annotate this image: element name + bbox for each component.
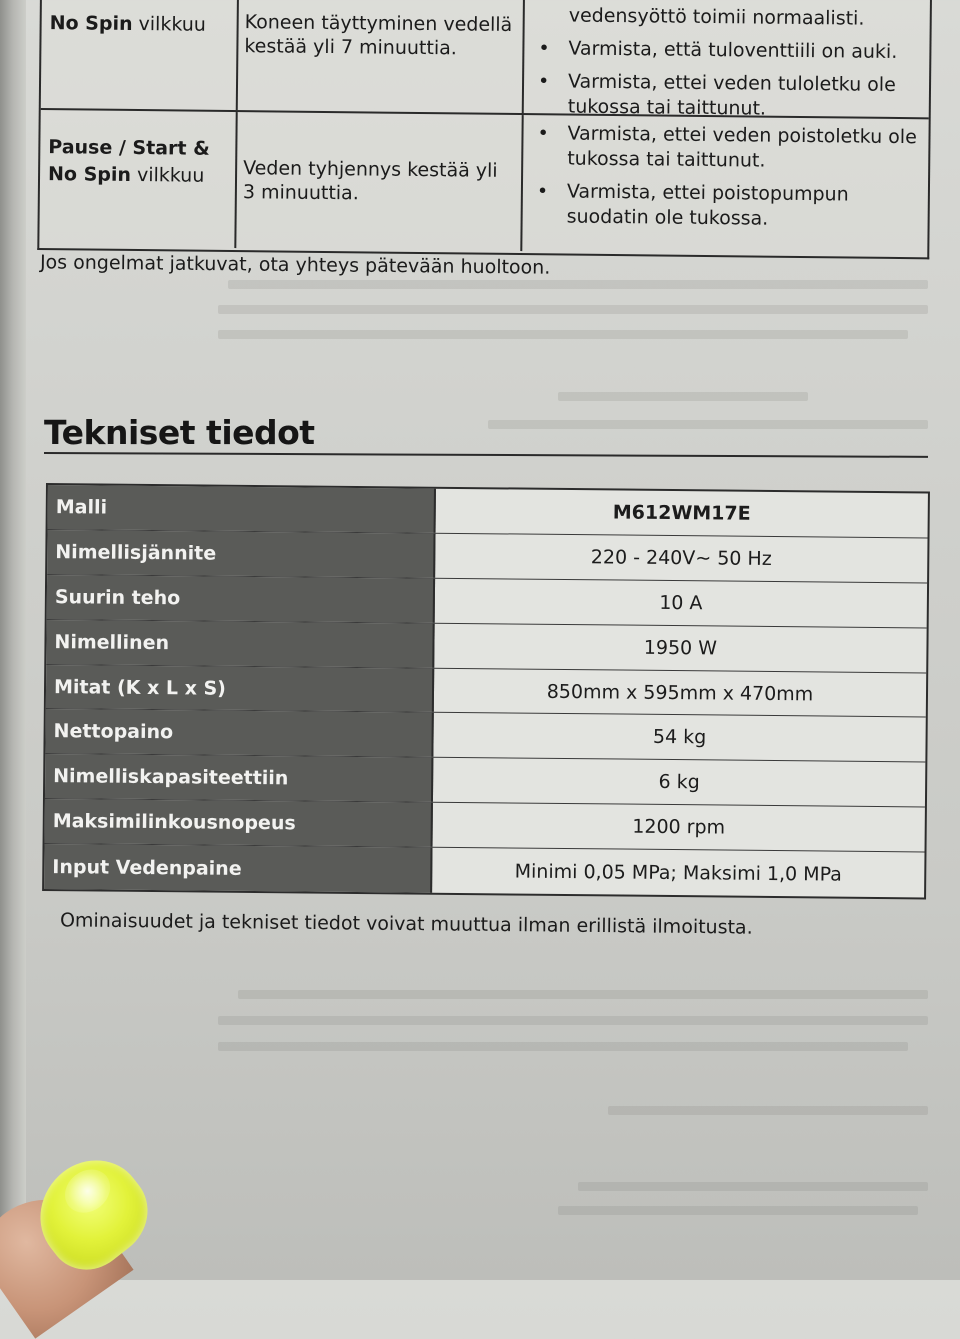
cause-text: Veden tyhjennys kestää yli 3 minuuttia. bbox=[242, 157, 498, 205]
spec-value: 54 kg bbox=[652, 726, 707, 749]
spec-label: Maksimilinkousnopeus bbox=[45, 799, 433, 847]
fault-suffix: vilkkuu bbox=[130, 163, 205, 187]
list-item: • Varmista, ettei veden poistoletku ole tukossa tai taittunut. bbox=[523, 121, 923, 175]
heading-divider bbox=[44, 452, 928, 458]
fault-label: Pause / Start & No Spin bbox=[47, 136, 210, 186]
bleed-through-text bbox=[608, 1106, 928, 1115]
spec-value: 1950 W bbox=[643, 636, 718, 660]
table-row bbox=[39, 110, 928, 255]
fault-suffix: vilkkuu bbox=[132, 12, 207, 36]
spec-label: Suurin teho bbox=[47, 575, 435, 623]
bleed-through-text bbox=[228, 280, 928, 289]
spec-value: 850mm x 595mm x 470mm bbox=[546, 680, 814, 705]
list-item: • Varmista, ettei poistopumpun suodatin ole tukossa. bbox=[523, 179, 923, 233]
bleed-through-text bbox=[558, 1206, 918, 1215]
bleed-through-text bbox=[238, 990, 928, 999]
list-item: • Varmista, ettei veden tuloletku ole tukossa tai taittunut. bbox=[524, 69, 924, 123]
bleed-through-text bbox=[578, 1182, 928, 1191]
list-item: vedensyöttö toimii normaalisti. bbox=[568, 4, 865, 30]
troubleshooting-table bbox=[37, 0, 932, 259]
spec-label: Malli bbox=[48, 485, 436, 533]
fault-cell bbox=[39, 110, 237, 248]
table-row bbox=[44, 844, 924, 897]
table-row bbox=[41, 0, 930, 119]
spec-value: 220 - 240V~ 50 Hz bbox=[590, 546, 772, 570]
spec-label: Input Vedenpaine bbox=[44, 844, 432, 893]
cause-cell bbox=[236, 112, 523, 251]
spec-label: Mitat (K x L x S) bbox=[46, 665, 434, 713]
spec-value: 6 kg bbox=[658, 771, 700, 794]
bleed-through-text bbox=[218, 330, 908, 339]
fault-label: No Spin bbox=[49, 12, 133, 35]
spec-value: Minimi 0,05 MPa; Maksimi 1,0 MPa bbox=[514, 860, 842, 886]
manual-page bbox=[18, 0, 960, 1280]
solution-cell bbox=[524, 0, 930, 120]
fault-cell bbox=[41, 0, 239, 110]
spec-label: Nettopaino bbox=[45, 709, 433, 757]
specs-table bbox=[42, 483, 930, 899]
bleed-through-text bbox=[558, 392, 808, 401]
spec-value: M612WM17E bbox=[612, 501, 751, 525]
bleed-through-text bbox=[218, 305, 928, 314]
cause-text: Koneen täyttyminen vedellä kestää yli 7 minuuttia. bbox=[244, 11, 513, 60]
section-title: Tekniset tiedot bbox=[44, 413, 315, 452]
bleed-through-text bbox=[218, 1016, 928, 1025]
specs-footer-note: Ominaisuudet ja tekniset tiedot voivat muuttua ilman erillistä ilmoitusta. bbox=[59, 909, 753, 939]
troubleshooting-footer-note: Jos ongelmat jatkuvat, ota yhteys pätevään huoltoon. bbox=[39, 251, 551, 279]
spec-value: 10 A bbox=[659, 591, 703, 615]
bleed-through-text bbox=[218, 1042, 908, 1051]
bleed-through-text bbox=[488, 420, 928, 429]
solution-cell bbox=[522, 115, 928, 255]
spec-label: Nimellinen bbox=[46, 620, 434, 668]
spec-label: Nimellisjännite bbox=[47, 530, 435, 578]
spec-label: Nimelliskapasiteettiin bbox=[45, 754, 433, 802]
cause-cell bbox=[238, 0, 525, 113]
spec-value: 1200 rpm bbox=[632, 815, 726, 839]
list-item: • Varmista, että tuloventtiili on auki. bbox=[524, 36, 923, 65]
